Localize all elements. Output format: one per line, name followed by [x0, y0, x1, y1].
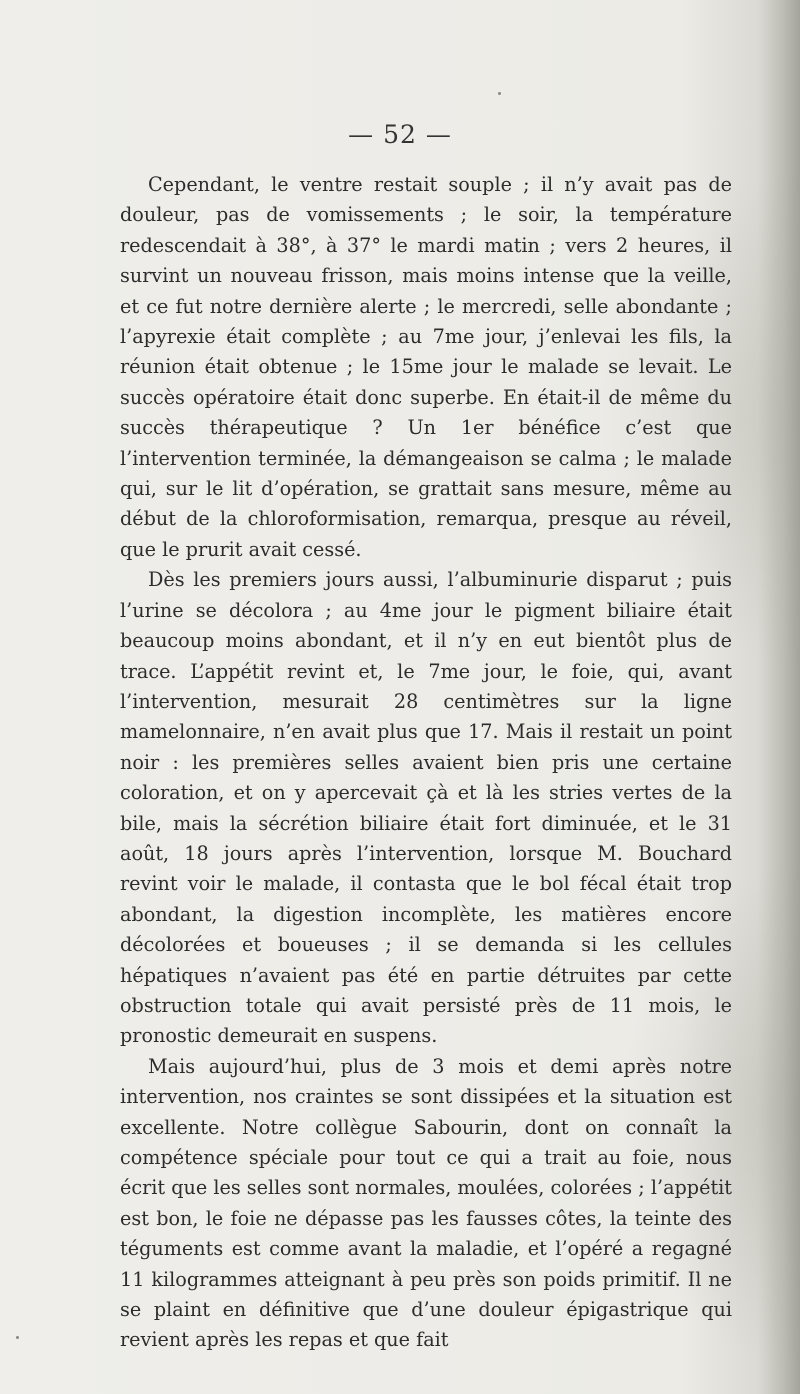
page-number: — 52 — [348, 120, 452, 149]
paragraph-3: Mais aujourd’hui, plus de 3 mois et demi après notre intervention, nos craintes se sont dissipées et la situation est excellente. Notre collègue Sabourin, dont on connaît la compétence spéciale pour tout ce qui a trait au foie, nous écrit que les selles sont normales, moulées, colorées ; l’appétit est bon, le foie ne dépasse pas les fausses côtes, la teinte des téguments est comme avant la maladie, et l’opéré a regagné 11 kilogrammes atteignant à peu près son poids primitif. Il ne se plaint en définitive que d’une douleur épigastrique qui revient après les repas et que fait [120, 1054, 732, 1352]
ink-speck [498, 92, 501, 95]
paragraph-1: Cependant, le ventre restait souple ; il n’y avait pas de douleur, pas de vomissements ; le soir, la température redescendait à 38°, à 37° le mardi matin ; vers 2 heures, il survint un nouveau frisson, mais moins intense que la veille, et ce fut notre dernière alerte ; le mercredi, selle abondante ; l’apyrexie était complète ; au 7me jour, j’enlevai les fils, la réunion était obtenue ; le 15me jour le malade se levait. Le succès opératoire était donc superbe. En était-il de même du succès thérapeutique ? Un 1er bénéfice c’est que l’intervention terminée, la démangeaison se calma ; le malade qui, sur le lit d’opération, se grattait sans mesure, même au début de la chloroformisation, remarqua, presque au réveil, que le prurit avait cessé. [120, 173, 732, 561]
page-edge-shadow [758, 0, 800, 1394]
paragraph-2: Dès les premiers jours aussi, l’albuminurie disparut ; puis l’urine se décolora ; au 4me jour le pigment biliaire était beaucoup moins abondant, et il n’y en eut bientôt plus de trace. L’appétit revint et, le 7me jour, le foie, qui, avant l’intervention, mesurait 28 centimètres sur la ligne mamelonnaire, n’en avait plus que 17. Mais il restait un point noir : les premières selles avaient bien pris une certaine coloration, et on y apercevait çà et là les stries vertes de la bile, mais la sécrétion biliaire était fort diminuée, et le 31 août, 18 jours après l’intervention, lorsque M. Bouchard revint voir le malade, il contasta que le bol fécal était trop abondant, la digestion incomplète, les matières encore décolorées et boueuses ; il se demanda si les cellules hépatiques n’avaient pas été en partie détruites par cette obstruction totale qui avait persisté près de 11 mois, le pronostic demeurait en suspens. [120, 568, 732, 1048]
body-text [120, 170, 732, 1356]
ink-speck [16, 1336, 19, 1339]
